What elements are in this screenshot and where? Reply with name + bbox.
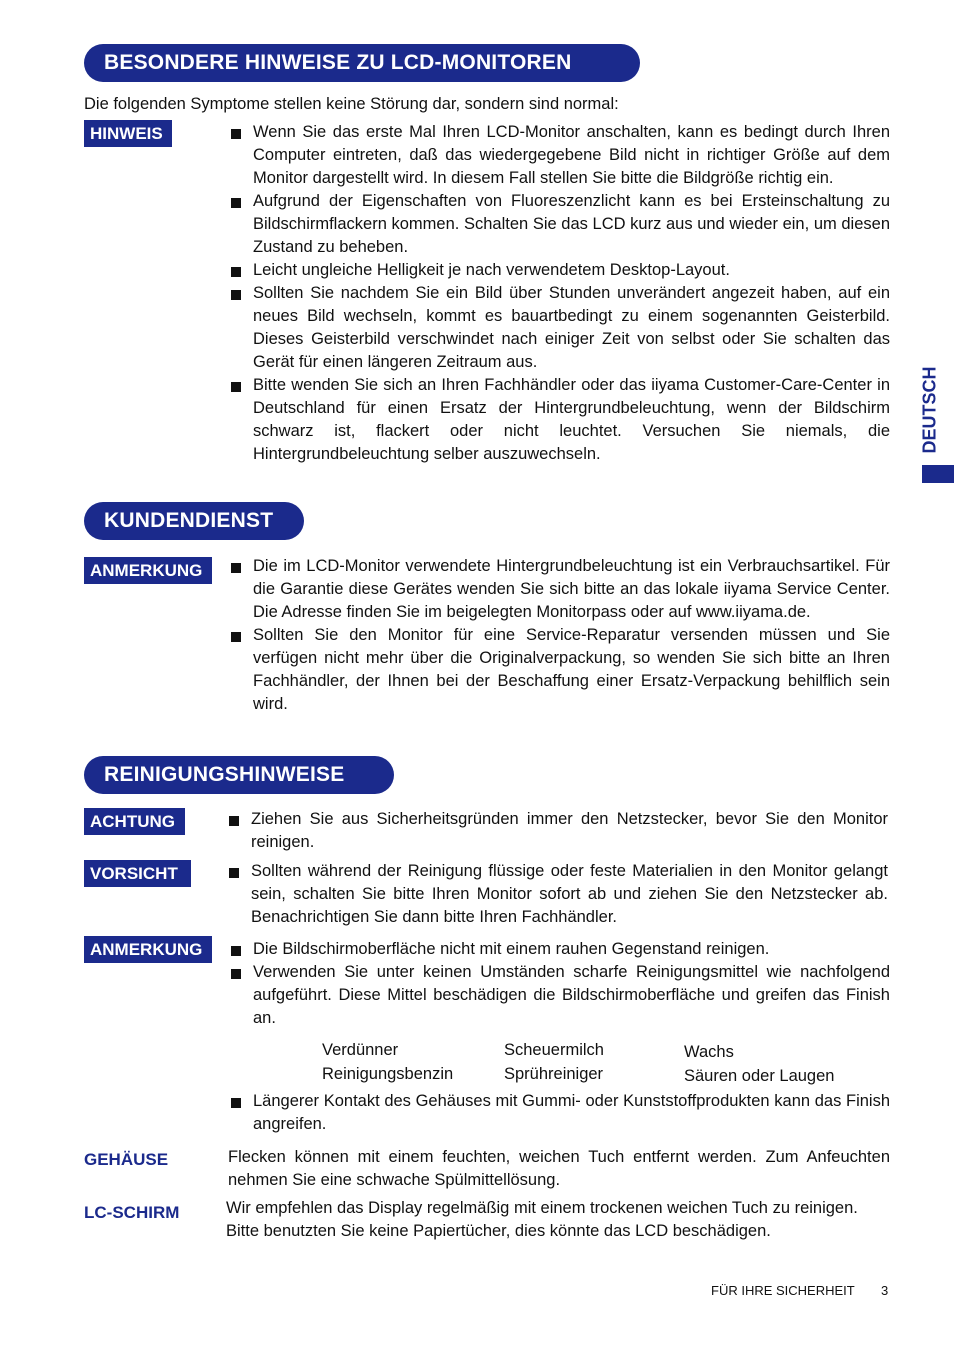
bullet-icon xyxy=(231,129,241,139)
footer-section-title: FÜR IHRE SICHERHEIT xyxy=(711,1283,855,1298)
lc-schirm-label: LC-SCHIRM xyxy=(84,1203,180,1222)
list-item: Sollten Sie den Monitor für eine Service-Reparatur versenden müssen und Sie verfügen nicht mehr über die Originalverpackung, so wenden Sie sich bitte an Ihren Fachhändler, der Ihnen bei der Beschaffung einer Ersatz-Verpackung behilflich sein wird. xyxy=(228,624,890,716)
list-item: Aufgrund der Eigenschaften von Fluoreszenzlicht kann es bei Ersteinschaltung zu Bildschirmflackern kommen. Schalten Sie das LCD kurz aus und wieder ein, um diesen Zustand zu beheben. xyxy=(228,190,890,259)
bullet-icon xyxy=(231,969,241,979)
lcd-notes-list xyxy=(228,121,890,466)
anmerkung-tag-cleaning: ANMERKUNG xyxy=(84,936,212,963)
list-item: Längerer Kontakt des Gehäuses mit Gummi- oder Kunststoffprodukten kann das Finish angreifen. xyxy=(228,1090,890,1136)
vorsicht-tag: VORSICHT xyxy=(84,860,191,887)
agent-item: Wachs xyxy=(684,1043,734,1061)
bullet-icon xyxy=(231,267,241,277)
lc-schirm-text xyxy=(226,1197,888,1243)
bullet-icon xyxy=(229,816,239,826)
bullet-icon xyxy=(231,198,241,208)
section-title-cleaning: REINIGUNGSHINWEISE xyxy=(84,756,394,794)
agent-item: Reinigungsbenzin xyxy=(322,1065,454,1083)
bullet-icon xyxy=(231,946,241,956)
intro-text: Die folgenden Symptome stellen keine Störung dar, sondern sind normal: xyxy=(84,95,619,113)
page-number: 3 xyxy=(881,1283,889,1298)
language-tab-marker xyxy=(922,465,954,483)
list-item: Bitte wenden Sie sich an Ihren Fachhändler oder das iiyama Customer-Care-Center in Deutschland für einen Ersatz der Hintergrundbeleuchtung, wenn der Bildschirm schwarz ist, flackert oder nicht leuchtet. Versuchen Sie niemals, die Hintergrundbeleuchtung selber auszuwechseln. xyxy=(228,374,890,466)
bullet-icon xyxy=(231,382,241,392)
gehaeuse-label: GEHÄUSE xyxy=(84,1150,169,1169)
anmerkung-list xyxy=(228,938,890,1030)
language-label: DEUTSCH xyxy=(919,366,940,454)
list-item: Sollten während der Reinigung flüssige oder feste Materialien in den Monitor gelangt sein, schalten Sie bitte Ihren Monitor sofort ab und ziehen Sie den Netzstecker ab. Benachrichtigen Sie dann bitte Ihren Fachhändler. xyxy=(226,860,888,929)
vorsicht-list xyxy=(226,860,888,929)
lc-schirm-line: Bitte benutzten Sie keine Papiertücher, dies könnte das LCD beschädigen. xyxy=(226,1222,771,1240)
bullet-icon xyxy=(231,290,241,300)
achtung-list xyxy=(226,808,888,854)
list-item: Ziehen Sie aus Sicherheitsgründen immer den Netzstecker, bevor Sie den Monitor reinigen. xyxy=(226,808,888,854)
section-title-service: KUNDENDIENST xyxy=(84,502,304,540)
list-item: Verwenden Sie unter keinen Umständen scharfe Reinigungsmittel wie nachfolgend aufgeführt. Diese Mittel beschädigen die Bildschirmoberfläche und greifen das Finish an. xyxy=(228,961,890,1030)
bullet-icon xyxy=(231,563,241,573)
achtung-tag: ACHTUNG xyxy=(84,808,185,835)
bullet-icon xyxy=(231,1098,241,1108)
bullet-icon xyxy=(229,868,239,878)
lc-schirm-line: Wir empfehlen das Display regelmäßig mit einem trockenen weichen Tuch zu reinigen. xyxy=(226,1199,858,1217)
agents-column xyxy=(684,1040,834,1088)
list-item: Sollten Sie nachdem Sie ein Bild über Stunden unverändert angezeit haben, auf ein neues Bild wechseln, kommt es bauartbedingt zu einem sogenannten Geisterbild. Dieses Geisterbild verschwindet nach einiger Zeit von selbst oder Sie schalten das Gerät für einen längeren Zeitraum aus. xyxy=(228,282,890,374)
agent-item: Säuren oder Laugen xyxy=(684,1067,835,1085)
agents-column xyxy=(322,1038,453,1086)
list-item: Die Bildschirmoberfläche nicht mit einem rauhen Gegenstand reinigen. xyxy=(228,938,890,961)
gehaeuse-text: Flecken können mit einem feuchten, weichen Tuch entfernt werden. Zum Anfeuchten nehmen Sie eine schwache Spülmittellösung. xyxy=(228,1148,890,1189)
agent-item: Scheuermilch xyxy=(504,1041,604,1059)
agents-column xyxy=(504,1038,604,1086)
list-item: Die im LCD-Monitor verwendete Hintergrundbeleuchtung ist ein Verbrauchsartikel. Für die Garantie diese Gerätes wenden Sie sich bitte an das lokale iiyama Service Center. Die Adresse finden Sie im beigelegten Monitorpass oder auf www.iiyama.de. xyxy=(228,555,890,624)
service-notes-list xyxy=(228,555,890,716)
section-title-lcd: BESONDERE HINWEISE ZU LCD-MONITOREN xyxy=(84,44,640,82)
list-item: Wenn Sie das erste Mal Ihren LCD-Monitor anschalten, kann es bedingt durch Ihren Computer eintreten, daß das wiedergegebene Bild nicht in richtiger Größe auf dem Monitor dargestellt wird. In diesem Fall stellen Sie bitte die Bildgröße richtig ein. xyxy=(228,121,890,190)
agent-item: Sprühreiniger xyxy=(504,1065,604,1083)
hinweis-tag: HINWEIS xyxy=(84,120,172,147)
list-item: Leicht ungleiche Helligkeit je nach verwendetem Desktop-Layout. xyxy=(228,259,890,282)
bullet-icon xyxy=(231,632,241,642)
agent-item: Verdünner xyxy=(322,1041,399,1059)
anmerkung-tag-service: ANMERKUNG xyxy=(84,557,212,584)
contact-note-list xyxy=(228,1090,890,1136)
